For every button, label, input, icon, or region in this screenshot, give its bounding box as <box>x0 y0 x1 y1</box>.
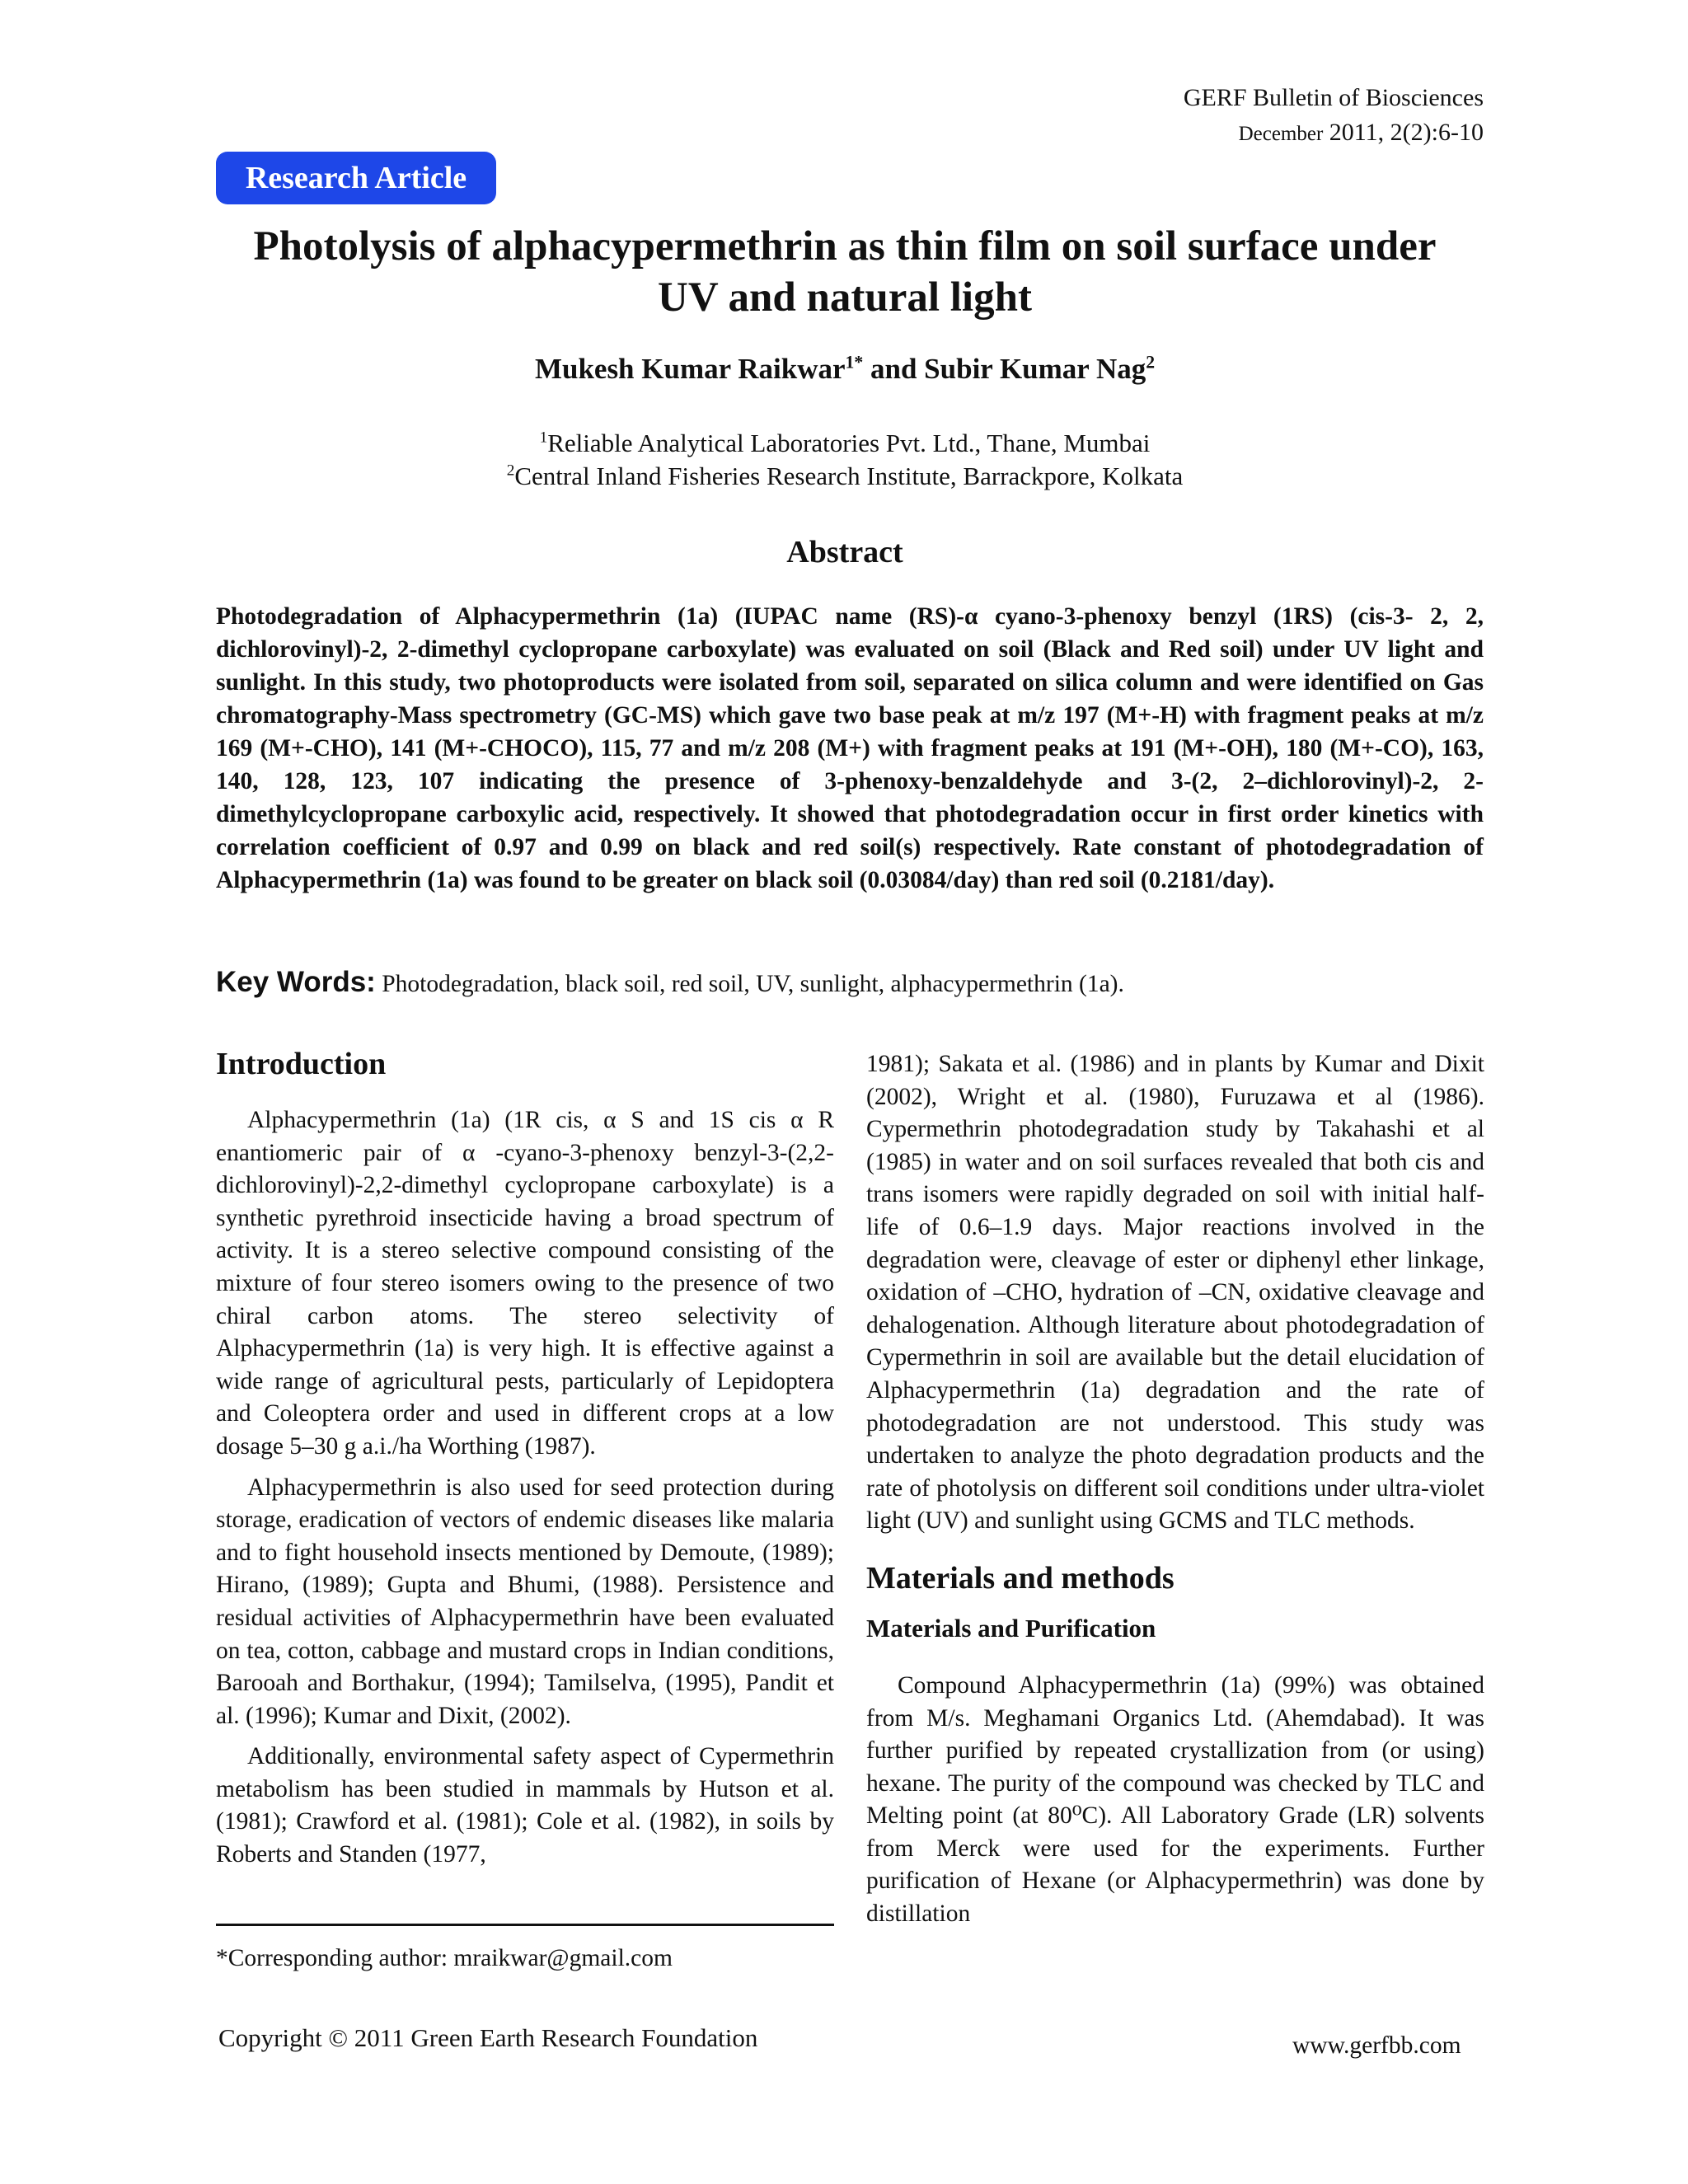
introduction-heading: Introduction <box>216 1047 387 1081</box>
journal-volume: 2011, 2(2):6-10 <box>1329 119 1484 146</box>
author-2: Subir Kumar Nag <box>924 353 1146 385</box>
methods-heading: Materials and methods <box>866 1560 1175 1596</box>
affiliation-2 <box>165 460 1525 493</box>
paper-title <box>165 221 1525 323</box>
author-1-affil: 1* <box>845 352 864 373</box>
journal-issue <box>989 115 1484 152</box>
right-column <box>866 1048 1484 1931</box>
affiliation-1-text: Reliable Analytical Laboratories Pvt. Ltd., Thane, Mumbai <box>547 429 1151 457</box>
author-1: Mukesh Kumar Raikwar <box>534 353 846 385</box>
methods-subheading: Materials and Purification <box>866 1613 1156 1643</box>
author-joiner: and <box>863 353 925 385</box>
journal-month: December <box>1238 123 1324 145</box>
methods-paragraph-1: Compound Alphacypermethrin (1a) (99%) was obtained from M/s. Meghamani Organics Ltd. (Ahemdabad). It was further purified by repeated crystallization from (or using) hexane. The purity of the compound was checked by TLC and Melting point (at 80⁰C). All Laboratory Grade (LR) solvents from Merck were used for the experiments. Further purification of Hexane (or Alphacypermethrin) was done by distillation <box>866 1671 1484 1928</box>
footnote-divider <box>216 1924 834 1926</box>
author-2-affil: 2 <box>1146 352 1156 373</box>
affiliation-1-mark: 1 <box>539 429 548 447</box>
intro-paragraph-3: Additionally, environmental safety aspect of Cypermethrin metabolism has been studied in mammals by Hutson et al. (1981); Crawford et al. (1981); Cole et al. (1982), in soils by Roberts and Standen (1977, <box>216 1743 834 1868</box>
intro-paragraph-2: Alphacypermethrin is also used for seed protection during storage, eradication of vectors of endemic diseases like malaria and to fight household insects mentioned by Demoute, (1989); Hirano, (1989); Gupta and Bhumi, (1988). Persistence and residual activities of Alphacypermethrin have been evaluated on tea, cotton, cabbage and mustard crops in Indian conditions, Barooah and Borthakur, (1994); Tamilselva, (1995), Pandit et al. (1996); Kumar and Dixit, (2002). <box>216 1474 834 1729</box>
intro-paragraph-4: 1981); Sakata et al. (1986) and in plants by Kumar and Dixit (2002), Wright et al. (1980), Furuzawa et al (1986). Cypermethrin photodegradation study by Takahashi et al (1985) in water and on soil surfaces revealed that both cis and trans isomers were rapidly degraded on soil with initial half-life of 0.6–1.9 days. Major reactions involved in the degradation were, cleavage of ester or diphenyl ether linkage, oxidation of –CHO, hydration of –CN, oxidative cleavage and dehalogenation. Although literature about photodegradation of Cypermethrin in soil are available but the detail elucidation of Alphacypermethrin (1a) degradation and the rate of photodegradation are not understood. This study was undertaken to analyze the photo degradation products and the rate of photolysis on different soil conditions under ultra-violet light (UV) and sunlight using GCMS and TLC methods. <box>866 1051 1484 1535</box>
journal-website: www.gerfbb.com <box>1292 2032 1461 2059</box>
abstract-heading: Abstract <box>786 535 903 569</box>
title-line-2: UV and natural light <box>658 274 1032 321</box>
corresponding-author-note: *Corresponding author: mraikwar@gmail.com <box>216 1945 673 1971</box>
left-column <box>216 1045 834 1872</box>
intro-paragraph-1: Alphacypermethrin (1a) (1R cis, α S and 1S cis α R enantiomeric pair of α -cyano-3-phenoxy benzyl-3-(2,2-dichlorovinyl)-2,2-dimethyl cyclopropane carboxylate) is a synthetic pyrethroid insecticide having a broad spectrum of activity. It is a stereo selective compound consisting of the mixture of four stereo isomers owing to the presence of two chiral carbon atoms. The stereo selectivity of Alphacypermethrin (1a) is very high. It is effective against a wide range of agricultural pests, particularly of Lepidoptera and Coleoptera order and used in different crops at a low dosage 5–30 g a.i./ha Worthing (1987). <box>216 1107 834 1460</box>
affiliation-2-text: Central Inland Fisheries Research Institute, Barrackpore, Kolkata <box>514 462 1184 490</box>
keywords <box>216 966 1502 1001</box>
affiliation-1 <box>165 427 1525 460</box>
abstract-text: Photodegradation of Alphacypermethrin (1a) (IUPAC name (RS)-α cyano-3-phenoxy benzyl (1RS) (cis-3- 2, 2, dichlorovinyl)-2, 2-dimethyl cyclopropane carboxylate) was evaluated on soil (Black and Red soil) under UV light and sunlight. In this study, two photoproducts were isolated from soil, separated on silica column and were identified on Gas chromatography-Mass spectrometry (GC-MS) which gave two base peak at m/z 197 (M+-H) with fragment peaks at m/z 169 (M+-CHO), 141 (M+-CHOCO), 115, 77 and m/z 208 (M+) with fragment peaks at 191 (M+-OH), 180 (M+-CO), 163, 140, 128, 123, 107 indicating the presence of 3-phenoxy-benzaldehyde and 3-(2, 2–dichlorovinyl)-2, 2-dimethylcyclopropane carboxylic acid, respectively. It showed that photodegradation occur in first order kinetics with correlation coefficient of 0.97 and 0.99 on black and red soil(s) respectively. Rate constant of photodegradation of Alphacypermethrin (1a) was found to be greater on black soil (0.03084/day) than red soil (0.2181/day). <box>216 603 1484 893</box>
journal-name: GERF Bulletin of Biosciences <box>1183 84 1484 111</box>
author-list <box>165 353 1525 386</box>
keywords-label: Key Words: <box>216 966 376 998</box>
journal-info <box>989 81 1484 152</box>
keywords-text: Photodegradation, black soil, red soil, UV, sunlight, alphacypermethrin (1a). <box>375 971 1124 997</box>
affiliations <box>165 427 1525 493</box>
title-line-1: Photolysis of alphacypermethrin as thin film on soil surface under <box>253 223 1437 269</box>
article-type-badge: Research Article <box>216 152 496 204</box>
affiliation-2-mark: 2 <box>506 462 515 480</box>
copyright-notice: Copyright © 2011 Green Earth Research Foundation <box>218 2023 758 2052</box>
